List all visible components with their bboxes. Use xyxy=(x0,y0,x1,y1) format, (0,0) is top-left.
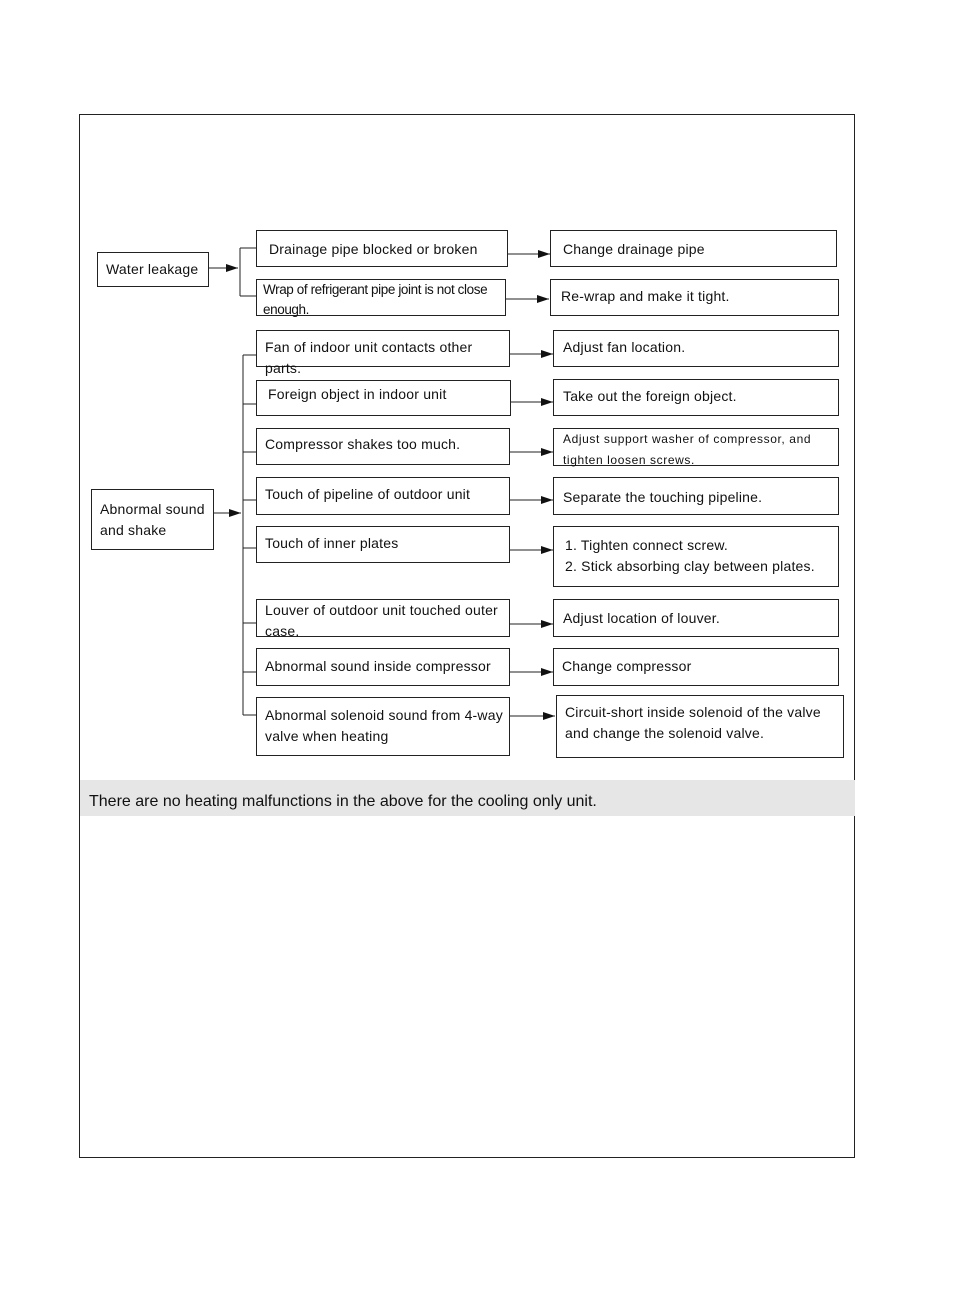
remedy-box xyxy=(553,599,839,637)
cause-text-line2: case. xyxy=(265,623,300,639)
cause-box xyxy=(256,526,510,563)
cause-text-line2: enough. xyxy=(263,302,309,317)
remedy-box xyxy=(550,230,837,267)
cooling-only-note xyxy=(80,780,855,816)
remedy-text-line2: 2. Stick absorbing clay between plates. xyxy=(565,558,815,574)
cause-text: Touch of inner plates xyxy=(265,535,399,551)
remedy-text-line1: Adjust support washer of compressor, and xyxy=(563,432,812,446)
remedy-text: Adjust fan location. xyxy=(563,339,686,355)
cause-text: Abnormal sound inside compressor xyxy=(265,658,491,674)
cause-box xyxy=(256,477,510,515)
remedy-box xyxy=(553,526,839,587)
symptom-label-line2: and shake xyxy=(100,522,167,538)
cause-box xyxy=(256,279,506,316)
remedy-box xyxy=(553,477,839,515)
remedy-text-line2: tighten loosen screws. xyxy=(563,453,695,467)
remedy-box xyxy=(553,648,839,686)
remedy-box xyxy=(556,695,844,758)
cause-text: Touch of pipeline of outdoor unit xyxy=(265,486,471,502)
cause-text-line1: Abnormal solenoid sound from 4-way xyxy=(265,707,503,723)
cause-box xyxy=(256,380,511,416)
cause-box xyxy=(256,330,510,376)
cause-text-line2: valve when heating xyxy=(265,728,389,744)
cause-text: Foreign object in indoor unit xyxy=(268,386,447,402)
cause-box xyxy=(256,599,510,637)
symptom-abnormal-sound xyxy=(91,489,214,550)
cause-box xyxy=(256,230,508,267)
remedy-text: Change drainage pipe xyxy=(563,241,705,257)
cause-box xyxy=(256,697,510,756)
remedy-text: Take out the foreign object. xyxy=(563,388,737,404)
remedy-text: Re-wrap and make it tight. xyxy=(561,288,730,304)
symptom-label: Water leakage xyxy=(106,261,199,277)
remedy-text: Change compressor xyxy=(562,658,692,674)
remedy-text-line2: and change the solenoid valve. xyxy=(565,725,765,741)
cause-text: Compressor shakes too much. xyxy=(265,436,461,452)
remedy-text: Separate the touching pipeline. xyxy=(563,489,763,505)
remedy-text-line1: Circuit-short inside solenoid of the valve xyxy=(565,704,821,720)
cause-text: Fan of indoor unit contacts other parts. xyxy=(265,339,473,376)
symptom-water-leakage xyxy=(97,252,209,287)
remedy-box xyxy=(553,330,839,367)
remedy-text-line1: 1. Tighten connect screw. xyxy=(565,537,728,553)
remedy-box xyxy=(553,428,839,466)
cause-text-line1: Louver of outdoor unit touched outer xyxy=(265,602,498,618)
cause-box xyxy=(256,428,510,465)
remedy-box xyxy=(550,279,839,316)
cause-box xyxy=(256,648,510,686)
symptom-label-line1: Abnormal sound xyxy=(100,501,205,517)
cause-text-line1: Wrap of refrigerant pipe joint is not close xyxy=(263,282,488,297)
remedy-box xyxy=(553,379,839,416)
cause-text: Drainage pipe blocked or broken xyxy=(269,241,478,257)
note-text: There are no heating malfunctions in the above for the cooling only unit. xyxy=(89,793,597,810)
remedy-text: Adjust location of louver. xyxy=(563,610,720,626)
